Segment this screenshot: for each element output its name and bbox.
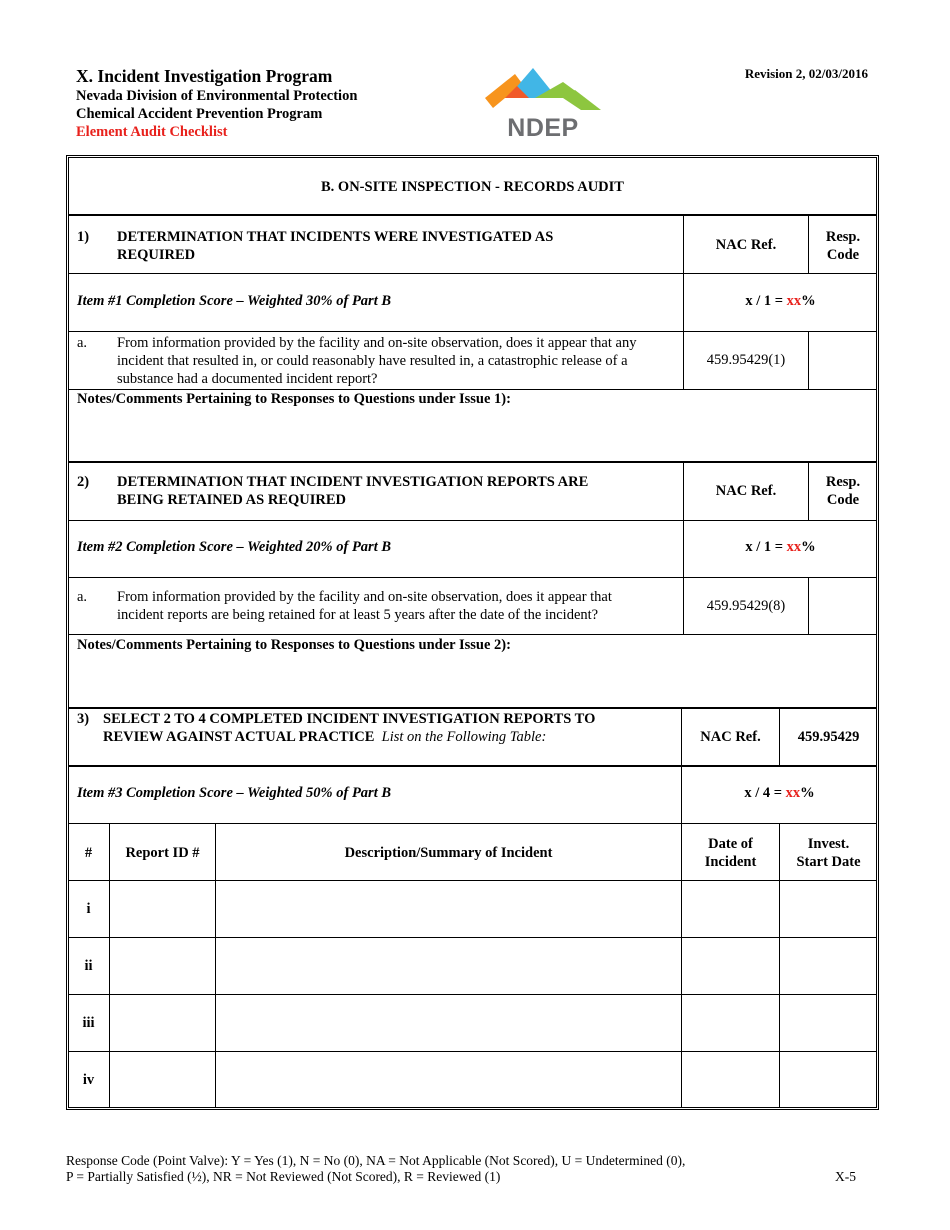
issue-1-notes-label: Notes/Comments Pertaining to Responses to Questions under Issue 1): xyxy=(77,391,511,407)
item-2-score-label: Item #2 Completion Score – Weighted 20% of Part B xyxy=(77,539,392,555)
col-header-report-id: Report ID # xyxy=(125,845,200,861)
section-title: B. ON-SITE INSPECTION - RECORDS AUDIT xyxy=(321,179,624,195)
org-name: Nevada Division of Environmental Protection xyxy=(76,88,358,104)
item-1-score: x / 1 = xx% xyxy=(745,293,816,309)
issue-3-title: SELECT 2 TO 4 COMPLETED INCIDENT INVESTIGATION REPORTS TO REVIEW AGAINST ACTUAL PRACTICE List on the Following Table: xyxy=(103,711,596,745)
issue-2-notes-label: Notes/Comments Pertaining to Responses to Questions under Issue 2): xyxy=(77,637,511,653)
nac-ref-header-2: NAC Ref. xyxy=(715,483,777,499)
mountains-icon xyxy=(485,66,601,116)
col-header-start-date: Invest. Start Date xyxy=(796,836,861,870)
item-2-score: x / 1 = xx% xyxy=(745,539,816,555)
question-1a-text: From information provided by the facility and on-site observation, does it appear that any incident that resulted in, or could reasonably have resulted in, a catastrophic release of a substance had a documented incident report? xyxy=(117,335,637,387)
item-3-score: x / 4 = xx% xyxy=(744,785,815,801)
response-code-legend: Response Code (Point Valve): Y = Yes (1), N = No (0), NA = Not Applicable (Not Scored), U = Undetermined (0), P = Partially Satisfied (½), NR = Not Reviewed (Not Scored), R = Reviewed (1) xyxy=(66,1153,686,1184)
document-header xyxy=(76,66,357,141)
issue-1-number: 1) xyxy=(77,229,90,245)
col-header-date: Date of Incident xyxy=(704,836,757,870)
question-2a-ref: 459.95429(8) xyxy=(706,598,786,614)
item-3-score-label: Item #3 Completion Score – Weighted 50% of Part B xyxy=(77,785,392,801)
issue-3-number: 3) xyxy=(77,711,90,727)
question-2a-text: From information provided by the facility and on-site observation, does it appear that incident reports are being retained for at least 5 years after the date of the incident? xyxy=(117,589,612,623)
page-title: X. Incident Investigation Program xyxy=(76,66,333,86)
page-number: X-5 xyxy=(835,1169,856,1184)
logo-text: NDEP xyxy=(507,114,579,142)
doc-type: Element Audit Checklist xyxy=(76,124,228,140)
nac-ref-header-3: NAC Ref. xyxy=(700,729,761,745)
issue-2-number: 2) xyxy=(77,474,90,490)
item-1-score-label: Item #1 Completion Score – Weighted 30% of Part B xyxy=(77,293,392,309)
col-header-number: # xyxy=(84,845,93,861)
ndep-logo xyxy=(485,66,601,142)
table-row-label: iii xyxy=(82,1015,95,1031)
table-row-label: i xyxy=(86,901,91,917)
question-2a-letter: a. xyxy=(77,589,88,605)
nac-ref-header-1: NAC Ref. xyxy=(715,237,777,253)
program-name: Chemical Accident Prevention Program xyxy=(76,106,323,122)
col-header-description: Description/Summary of Incident xyxy=(344,845,553,861)
resp-code-header-2: Resp. Code xyxy=(825,474,861,508)
issue-2-title: DETERMINATION THAT INCIDENT INVESTIGATION REPORTS ARE BEING RETAINED AS REQUIRED xyxy=(117,474,589,508)
table-row-label: iv xyxy=(82,1072,95,1088)
table-row-label: ii xyxy=(84,958,93,974)
issue-1-title: DETERMINATION THAT INCIDENTS WERE INVESTIGATED AS REQUIRED xyxy=(117,229,554,263)
resp-code-header-1: Resp. Code xyxy=(825,229,861,263)
issue-3-nac-ref: 459.95429 xyxy=(797,729,860,745)
revision: Revision 2, 02/03/2016 xyxy=(744,66,868,81)
question-1a-letter: a. xyxy=(77,335,88,351)
question-1a-ref: 459.95429(1) xyxy=(706,352,786,368)
